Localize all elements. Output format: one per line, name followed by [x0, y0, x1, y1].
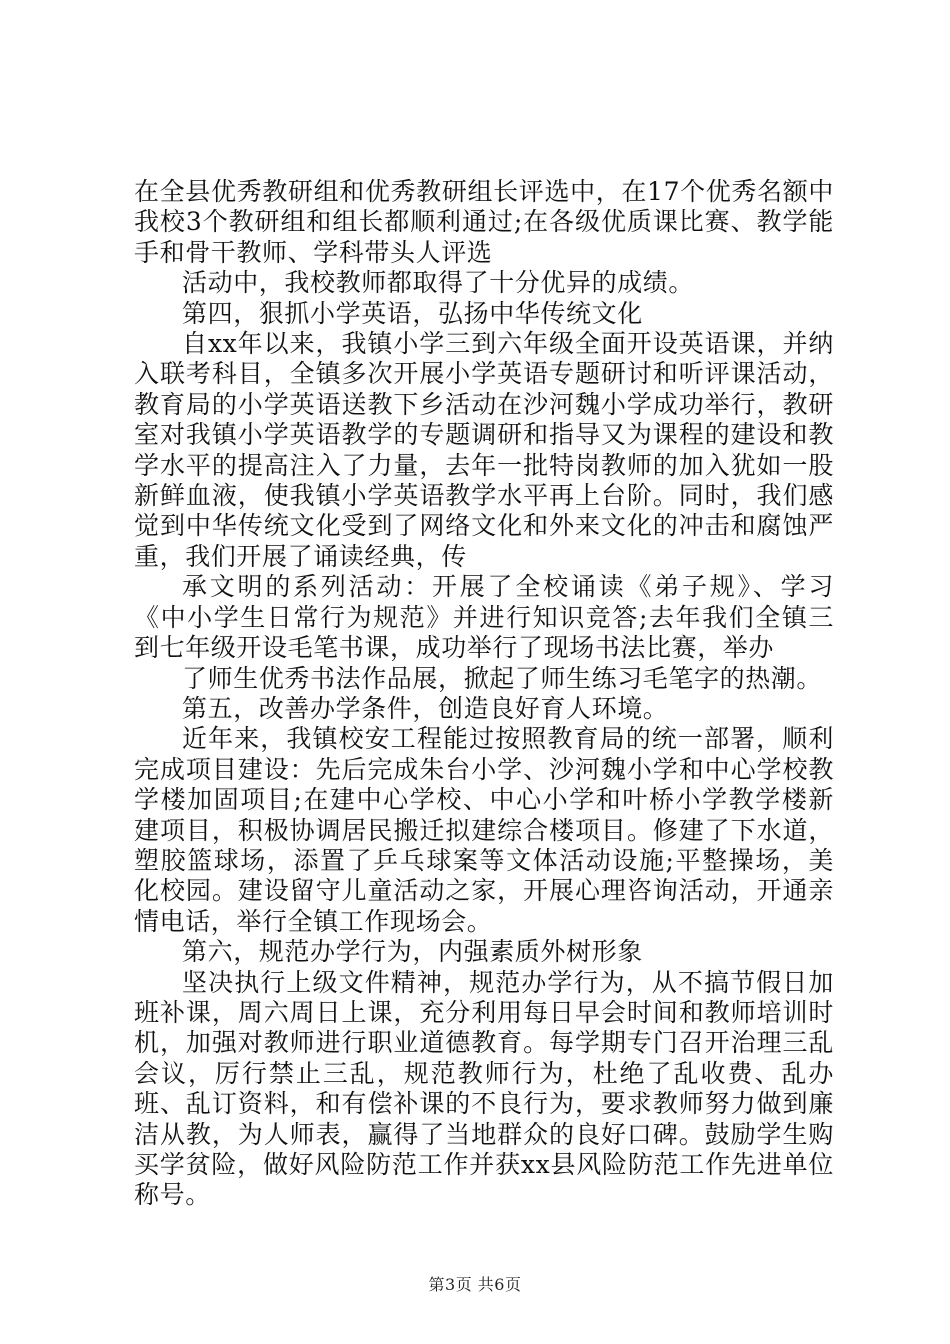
page-number-footer: 第3页 共6页: [428, 1275, 522, 1294]
paragraph-cultural-activities: 承文明的系列活动：开展了全校诵读《弟子规》、学习《中小学生日常行为规范》并进行知识竞答;去年我们全镇三到七年级开设毛笔书课，成功举行了现场书法比赛，举办: [134, 572, 834, 663]
section-heading-5: 第五，改善办学条件，创造良好育人环境。: [182, 693, 669, 723]
document-body: [134, 177, 834, 1211]
paragraph-2: 活动中，我校教师都取得了十分优异的成绩。: [182, 268, 695, 298]
section-heading-6: 第六，规范办学行为，内强素质外树形象: [182, 937, 643, 967]
paragraph-calligraphy: 了师生优秀书法作品展，掀起了师生练习毛笔字的热潮。: [182, 663, 823, 693]
section-heading-4: 第四，狠抓小学英语，弘扬中华传统文化: [182, 298, 643, 328]
paragraph-english-education: 自xx年以来，我镇小学三到六年级全面开设英语课，并纳入联考科目，全镇多次开展小学英语专题研讨和听评课活动，教育局的小学英语送教下乡活动在沙河魏小学成功举行，教研室对我镇小学英语教学的专题调研和指导又为课程的建设和教学水平的提高注入了力量，去年一批特岗教师的加入犹如一股新鲜血液，使我镇小学英语教学水平再上台阶。同时，我们感觉到中华传统文化受到了网络文化和外来文化的冲击和腐蚀严重，我们开展了诵读经典，传: [134, 329, 834, 571]
paragraph-1: 在全县优秀教研组和优秀教研组长评选中，在17个优秀名额中我校3个教研组和组长都顺利通过;在各级优质课比赛、教学能手和骨干教师、学科带头人评选: [134, 177, 834, 267]
paragraph-school-conduct: 坚决执行上级文件精神，规范办学行为，从不搞节假日加班补课，周六周日上课，充分利用每日早会时间和教师培训时机，加强对教师进行职业道德教育。每学期专门召开治理三乱会议，厉行禁止三乱，规范教师行为，杜绝了乱收费、乱办班、乱订资料，和有偿补课的不良行为，要求教师努力做到廉洁从教，为人师表，赢得了当地群众的良好口碑。鼓励学生购买学贫险，做好风险防范工作并获xx县风险防范工作先进单位称号。: [134, 967, 834, 1210]
paragraph-school-conditions: 近年来，我镇校安工程能过按照教育局的统一部署，顺利完成项目建设：先后完成朱台小学、沙河魏小学和中心学校教学楼加固项目;在建中心学校、中心小学和叶桥小学教学楼新建项目，积极协调居民搬迁拟建综合楼项目。修建了下水道，塑胶篮球场，添置了乒乓球案等文体活动设施;平整操场，美化校园。建设留守儿童活动之家，开展心理咨询活动，开通亲情电话，举行全镇工作现场会。: [134, 724, 834, 936]
